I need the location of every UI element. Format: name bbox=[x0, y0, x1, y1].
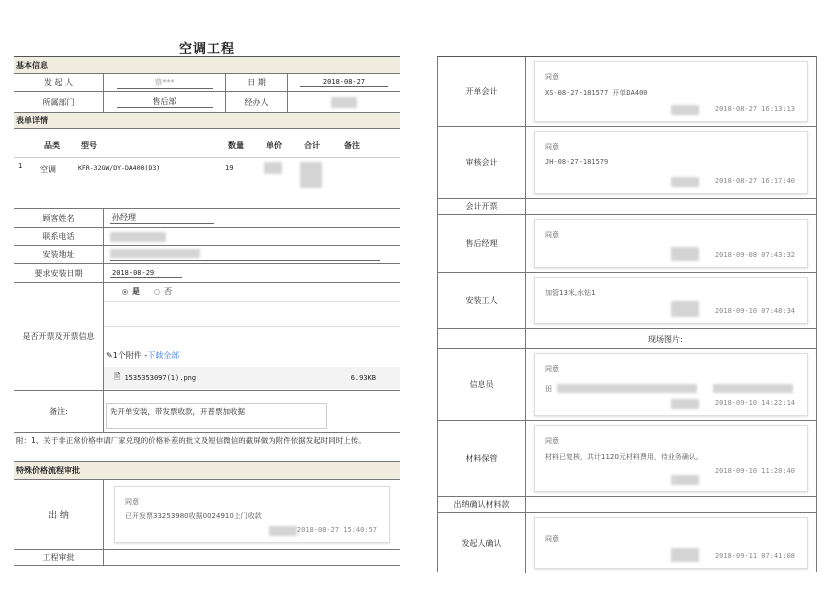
customer-name-value: 孙经理 bbox=[110, 212, 214, 224]
attachment-size: 6.93KB bbox=[350, 374, 376, 382]
row-customer-name bbox=[14, 209, 400, 228]
row-remarks bbox=[14, 391, 400, 433]
section-special-price bbox=[14, 462, 400, 480]
row-index: 1 bbox=[18, 162, 23, 170]
cashier-timestamp: 2018-08-27 15:40:57 bbox=[296, 526, 377, 534]
row-category: 空调 bbox=[40, 165, 56, 174]
required-date-label: 要求安装日期 bbox=[14, 264, 104, 282]
installer-signer-redacted bbox=[671, 301, 699, 317]
row-info-clerk bbox=[438, 349, 816, 421]
customer-name-label: 顾客姓名 bbox=[14, 209, 104, 227]
col-unit-price: 单价 bbox=[266, 141, 282, 150]
department-value: 售后部 bbox=[117, 96, 213, 108]
row-after-sales-manager bbox=[438, 215, 816, 273]
open-accountant-signer-redacted bbox=[671, 105, 699, 115]
cashier-opinion: 同意 bbox=[125, 498, 139, 506]
row-cashier bbox=[14, 480, 400, 550]
row-invoice bbox=[14, 283, 400, 391]
attachment-note: 附：1、关于非正常价格申请厂家兑现的价格补差的批文及短信微信的截屏做为附件依据发起时同时上传。 bbox=[14, 433, 400, 462]
info-clerk-label: 信息员 bbox=[438, 349, 526, 420]
audit-accountant-comment: JH-08-27-181579 bbox=[545, 158, 609, 166]
row-initiator bbox=[14, 74, 400, 92]
attachment-count: 1个附件 - bbox=[112, 351, 148, 360]
row-phone bbox=[14, 228, 400, 246]
material-keeper-opinion: 同意 bbox=[545, 437, 559, 445]
section-title: 特殊价格流程审批 bbox=[16, 466, 80, 475]
audit-accountant-timestamp: 2018-08-27 16:17:40 bbox=[714, 177, 795, 185]
date-label: 日 期 bbox=[226, 74, 288, 91]
section-title: 表单详情 bbox=[16, 116, 48, 125]
department-label: 所属部门 bbox=[14, 92, 104, 112]
installer-comment: 加管13米,水钻1 bbox=[545, 289, 596, 297]
detail-table bbox=[14, 129, 400, 209]
installer-label: 安装工人 bbox=[438, 273, 526, 328]
section-basic-info bbox=[14, 57, 400, 74]
attachment-filename[interactable]: 1535353097(1).png bbox=[124, 374, 197, 382]
cashier-signer-redacted bbox=[269, 526, 297, 536]
col-total: 合计 bbox=[304, 141, 320, 150]
info-clerk-comment: 田 bbox=[545, 385, 552, 393]
col-category: 品类 bbox=[44, 141, 60, 150]
row-required-date bbox=[14, 264, 400, 283]
after-sales-manager-opinion: 同意 bbox=[545, 231, 559, 239]
open-accountant-timestamp: 2018-08-27 16:13:13 bbox=[714, 105, 795, 113]
initiator-value: 蔡*** bbox=[117, 77, 213, 89]
row-accountant-invoice bbox=[438, 199, 816, 215]
row-engineering bbox=[14, 550, 400, 566]
open-accountant-box bbox=[534, 61, 808, 122]
row-material-keeper bbox=[438, 421, 816, 497]
info-clerk-box bbox=[534, 353, 808, 416]
section-title: 基本信息 bbox=[16, 60, 48, 70]
audit-accountant-label: 审核会计 bbox=[438, 127, 526, 198]
material-keeper-comment: 材料已复核，共计1120元材料费用，待业务确认。 bbox=[545, 453, 703, 461]
after-sales-manager-label: 售后经理 bbox=[438, 215, 526, 272]
initiator-confirm-box bbox=[534, 517, 808, 569]
radio-no[interactable] bbox=[154, 289, 160, 295]
radio-no-label: 否 bbox=[164, 287, 172, 296]
section-form-detail bbox=[14, 113, 400, 129]
invoice-text-area[interactable] bbox=[104, 301, 400, 327]
info-clerk-comment-redacted bbox=[713, 384, 793, 393]
row-total-redacted bbox=[300, 162, 322, 188]
row-unit-price-redacted bbox=[264, 162, 282, 174]
row-model: KFR-32GW/DY-DA400(D3) bbox=[78, 164, 161, 172]
material-keeper-label: 材料保管 bbox=[438, 421, 526, 496]
right-approval-flow bbox=[437, 56, 817, 572]
initiator-confirm-label: 发起人确认 bbox=[438, 513, 526, 573]
cashier-approval-box bbox=[114, 486, 390, 543]
after-sales-manager-signer-redacted bbox=[671, 247, 699, 261]
initiator-confirm-opinion: 同意 bbox=[545, 535, 559, 543]
row-audit-accountant bbox=[438, 127, 816, 199]
installer-timestamp: 2018-09-10 07:48:34 bbox=[714, 307, 795, 315]
phone-value-redacted bbox=[110, 232, 166, 242]
download-all-link[interactable]: 下载全部 bbox=[147, 351, 180, 360]
audit-accountant-signer-redacted bbox=[671, 177, 699, 187]
image-file-icon: 🖹 bbox=[114, 372, 121, 381]
engineering-label: 工程审批 bbox=[14, 550, 104, 565]
initiator-confirm-signer-redacted bbox=[671, 548, 699, 562]
audit-accountant-opinion: 同意 bbox=[545, 143, 559, 151]
handler-label: 经办人 bbox=[226, 92, 288, 112]
cashier-label: 出 纳 bbox=[14, 480, 104, 549]
row-open-accountant bbox=[438, 57, 816, 127]
row-installer bbox=[438, 273, 816, 329]
required-date-value: 2018-08-29 bbox=[110, 269, 182, 278]
info-clerk-opinion: 同意 bbox=[545, 365, 559, 373]
row-department bbox=[14, 92, 400, 113]
col-model: 型号 bbox=[81, 141, 97, 150]
open-accountant-comment: XS-08-27-181577 开单DA400 bbox=[545, 89, 648, 97]
open-accountant-label: 开单会计 bbox=[438, 57, 526, 126]
installer-box bbox=[534, 277, 808, 324]
date-value: 2018-08-27 bbox=[300, 78, 388, 87]
radio-yes[interactable] bbox=[122, 289, 128, 295]
material-keeper-box bbox=[534, 425, 808, 492]
radio-yes-label: 是 bbox=[132, 287, 140, 296]
row-cashier-material-confirm bbox=[438, 497, 816, 513]
audit-accountant-box bbox=[534, 131, 808, 194]
remarks-value: 先开单安装，带发票收款，开普票加收据 bbox=[106, 403, 327, 429]
address-label: 安装地址 bbox=[14, 246, 104, 263]
row-address bbox=[14, 246, 400, 264]
site-photos-label: 现场图片: bbox=[648, 335, 683, 344]
row-initiator-confirm bbox=[438, 513, 816, 573]
info-clerk-comment-redacted bbox=[557, 384, 697, 393]
col-remark: 备注 bbox=[344, 141, 360, 150]
invoice-radio-group bbox=[122, 286, 172, 297]
col-qty: 数量 bbox=[228, 141, 244, 150]
info-clerk-timestamp: 2018-09-10 14:22:14 bbox=[714, 399, 795, 407]
phone-label: 联系电话 bbox=[14, 228, 104, 245]
initiator-label: 发 起 人 bbox=[14, 74, 104, 91]
handler-value-redacted bbox=[331, 97, 357, 108]
cashier-comment: 已开发票33253980收据0024910上门收款 bbox=[125, 512, 262, 520]
initiator-confirm-timestamp: 2018-09-11 07:41:08 bbox=[714, 552, 795, 560]
info-clerk-signer-redacted bbox=[671, 399, 699, 409]
cashier-material-confirm-label: 出纳确认材料款 bbox=[438, 497, 526, 512]
table-row bbox=[14, 157, 400, 207]
attachment-item[interactable] bbox=[104, 367, 400, 389]
after-sales-manager-box bbox=[534, 219, 808, 268]
remarks-label: 备注: bbox=[14, 391, 104, 432]
page-title: 空调工程 bbox=[178, 42, 235, 57]
material-keeper-signer-redacted bbox=[671, 475, 699, 485]
address-value-redacted bbox=[110, 249, 200, 258]
open-accountant-opinion: 同意 bbox=[545, 73, 559, 81]
paperclip-icon: ✎ bbox=[106, 351, 113, 360]
left-form bbox=[14, 56, 400, 571]
row-qty: 19 bbox=[225, 164, 234, 172]
accountant-invoice-label: 会计开票 bbox=[438, 199, 526, 214]
material-keeper-timestamp: 2018-09-10 11:20:40 bbox=[714, 467, 795, 475]
after-sales-manager-timestamp: 2018-09-08 07:43:32 bbox=[714, 251, 795, 259]
invoice-label: 是否开票及开票信息 bbox=[14, 283, 104, 390]
row-site-photos bbox=[438, 329, 816, 349]
